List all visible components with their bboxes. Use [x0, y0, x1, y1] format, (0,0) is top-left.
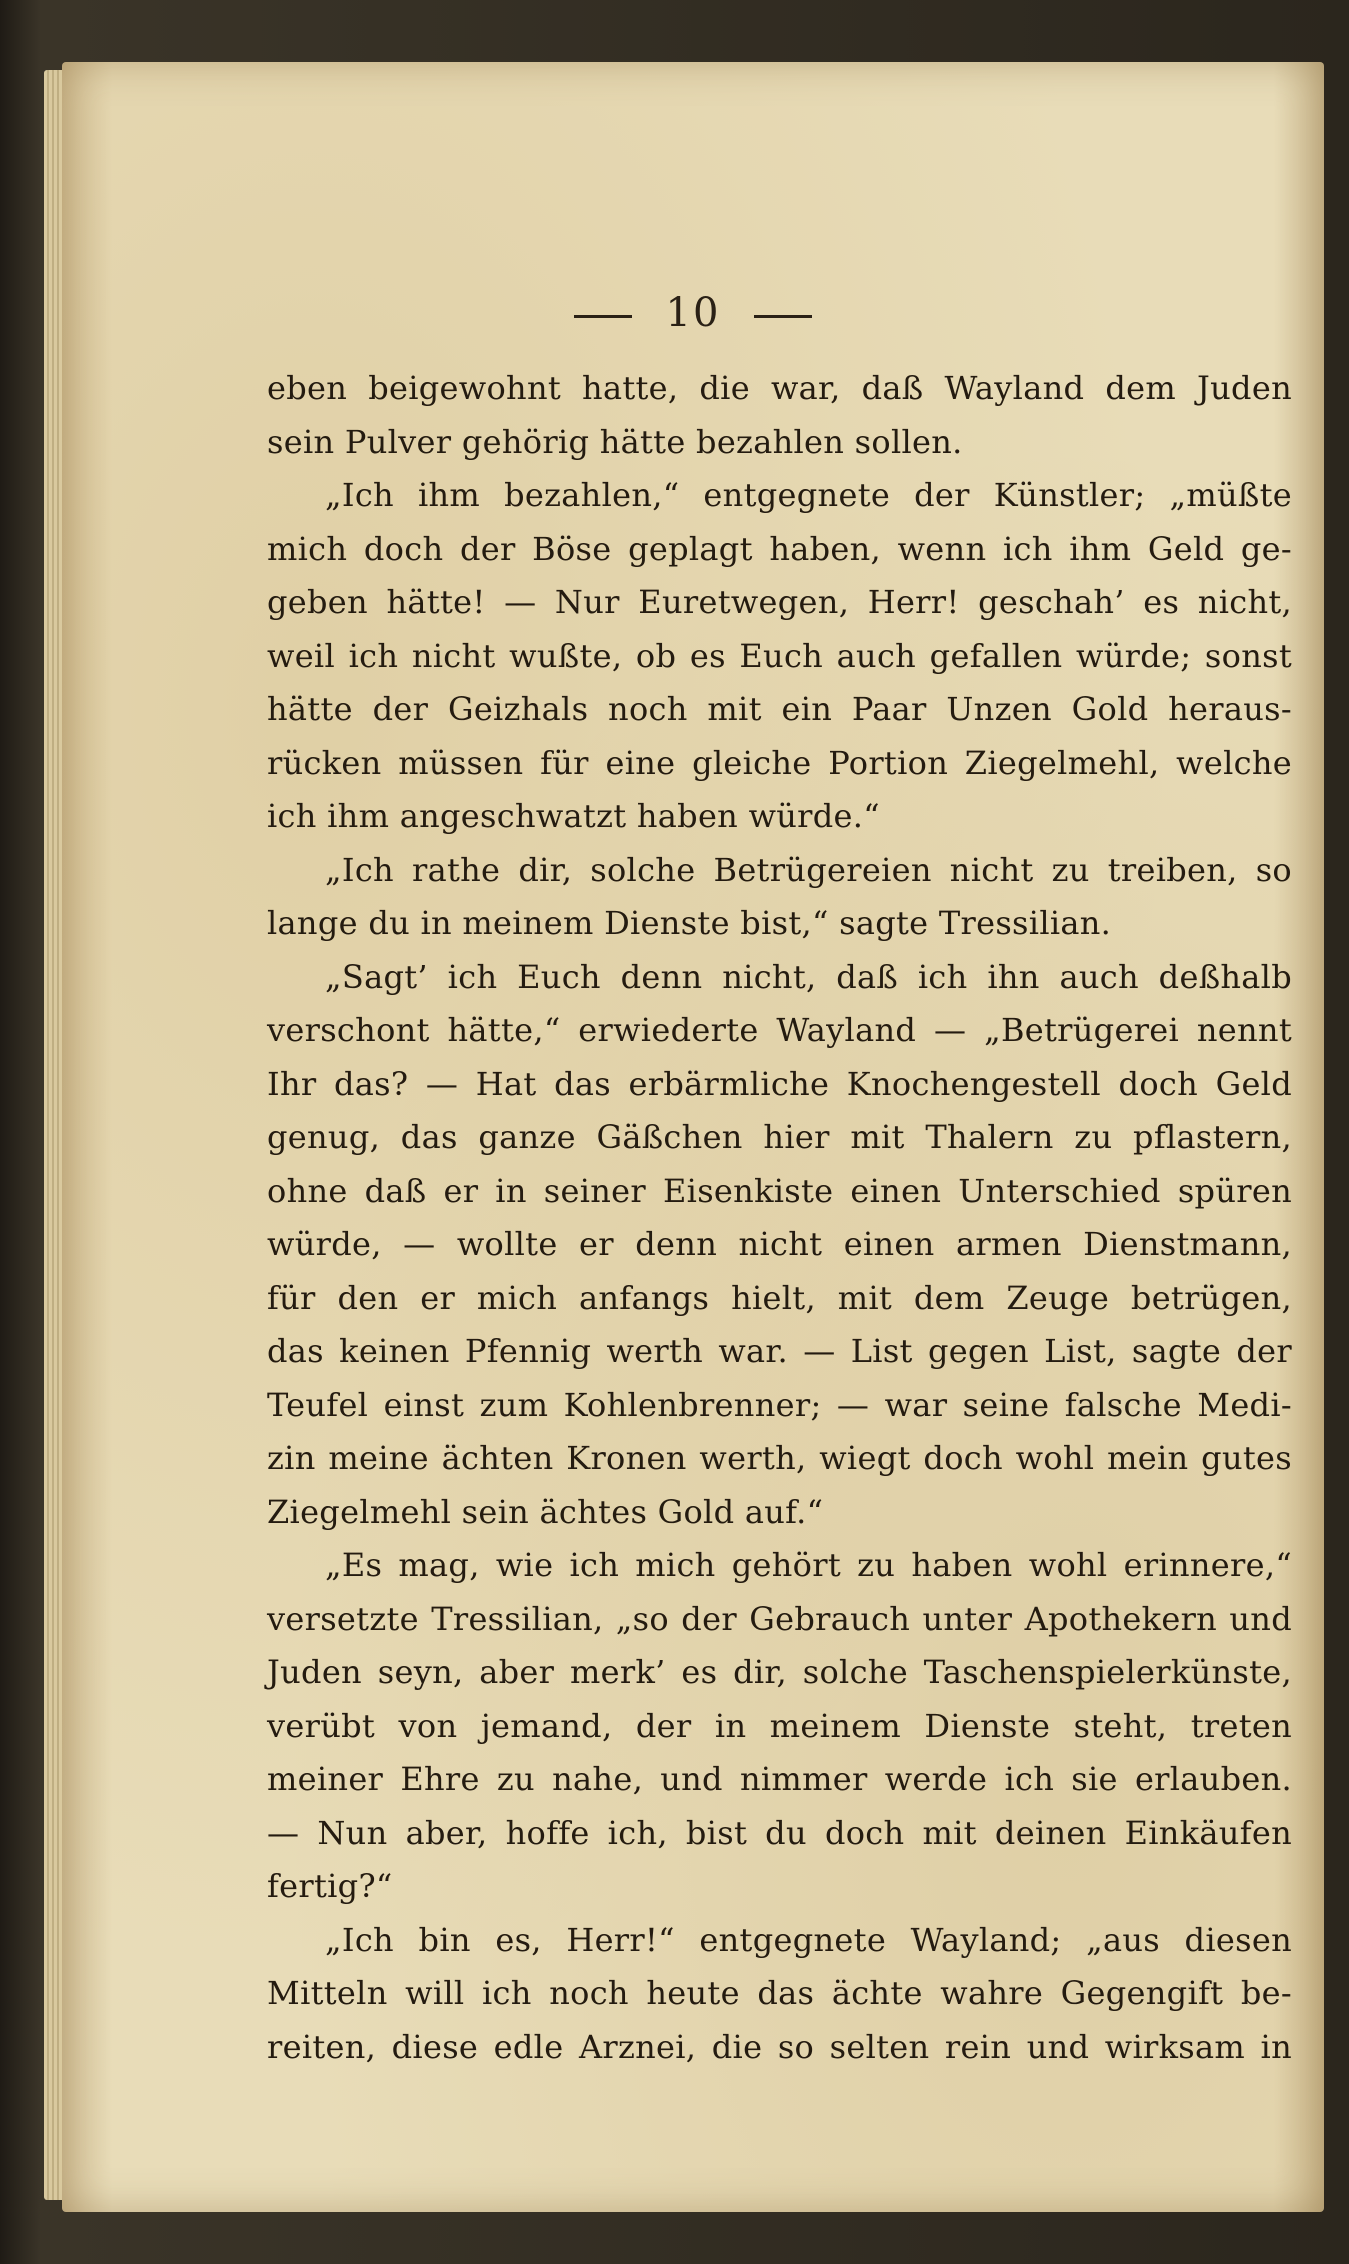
- text-line: fertig?“: [267, 1867, 393, 1905]
- text-line: „Ich ihm bezahlen,“ entgegnete der Künstler; „müßte: [325, 476, 1292, 514]
- text-line: lange du in meinem Dienste bist,“ sagte Tressilian.: [267, 904, 1112, 942]
- text-line: reiten, diese edle Arznei, die so selten rein und wirksam in: [267, 2027, 1292, 2066]
- text-line: meiner Ehre zu nahe, und nimmer werde ich sie erlauben.: [267, 1760, 1292, 1798]
- text-line: geben hätte! — Nur Euretwegen, Herr! geschah’ es nicht,: [267, 583, 1292, 621]
- text-line: das keinen Pfennig werth war. — List gegen List, sagte der: [267, 1332, 1292, 1370]
- text-line: „Es mag, wie ich mich gehört zu haben wohl erinnere,“: [325, 1546, 1292, 1584]
- text-line: „Ich rathe dir, solche Betrügereien nicht zu treiben, so: [325, 850, 1292, 889]
- text-line: mich doch der Böse geplagt haben, wenn ich ihm Geld ge-: [267, 529, 1292, 568]
- text-line: hätte der Geizhals noch mit ein Paar Unzen Gold heraus-: [267, 690, 1292, 728]
- text-line: „Sagt’ ich Euch denn nicht, daß ich ihn auch deßhalb: [325, 957, 1292, 996]
- text-line: sein Pulver gehörig hätte bezahlen sollen.: [267, 422, 963, 461]
- text-line: Teufel einst zum Kohlenbrenner; — war seine falsche Medi-: [267, 1385, 1292, 1424]
- page-header: [62, 290, 1324, 336]
- text-line: für den er mich anfangs hielt, mit dem Zeuge betrügen,: [267, 1278, 1292, 1317]
- text-line: verübt von jemand, der in meinem Dienste steht, treten: [267, 1706, 1292, 1745]
- header-dash-right: [754, 315, 812, 318]
- text-line: genug, das ganze Gäßchen hier mit Thalern zu pflastern,: [267, 1118, 1292, 1156]
- book-page: [62, 62, 1324, 2212]
- text-line: Ziegelmehl sein ächtes Gold auf.“: [267, 1492, 824, 1531]
- text-line: eben beigewohnt hatte, die war, daß Wayland dem Juden: [267, 369, 1292, 407]
- text-line: verschont hätte,“ erwiederte Wayland — „Betrügerei nennt: [267, 1011, 1292, 1049]
- text-line: weil ich nicht wußte, ob es Euch auch gefallen würde; sonst: [267, 636, 1292, 675]
- text-line: Mitteln will ich noch heute das ächte wahre Gegengift be-: [267, 1974, 1292, 2012]
- text-line: Juden seyn, aber merk’ es dir, solche Taschenspielerkünste,: [267, 1653, 1292, 1691]
- text-line: zin meine ächten Kronen werth, wiegt doch wohl mein gutes: [267, 1439, 1292, 1477]
- text-line: „Ich bin es, Herr!“ entgegnete Wayland; „aus diesen: [325, 1920, 1292, 1959]
- page-number: 10: [665, 290, 721, 336]
- text-line: — Nun aber, hoffe ich, bist du doch mit deinen Einkäufen: [267, 1813, 1292, 1852]
- text-line: Ihr das? — Hat das erbärmliche Knochengestell doch Geld: [267, 1064, 1292, 1103]
- text-line: versetzte Tressilian, „so der Gebrauch unter Apothekern und: [267, 1599, 1292, 1638]
- text-line: rücken müssen für eine gleiche Portion Ziegelmehl, welche: [267, 743, 1292, 782]
- text-line: ich ihm angeschwatzt haben würde.“: [267, 797, 880, 835]
- text-line: würde, — wollte er denn nicht einen armen Dienstmann,: [267, 1225, 1292, 1263]
- text-line: ohne daß er in seiner Eisenkiste einen Unterschied spüren: [267, 1171, 1292, 1210]
- header-dash-left: [574, 315, 632, 318]
- body-text: [267, 362, 1292, 2074]
